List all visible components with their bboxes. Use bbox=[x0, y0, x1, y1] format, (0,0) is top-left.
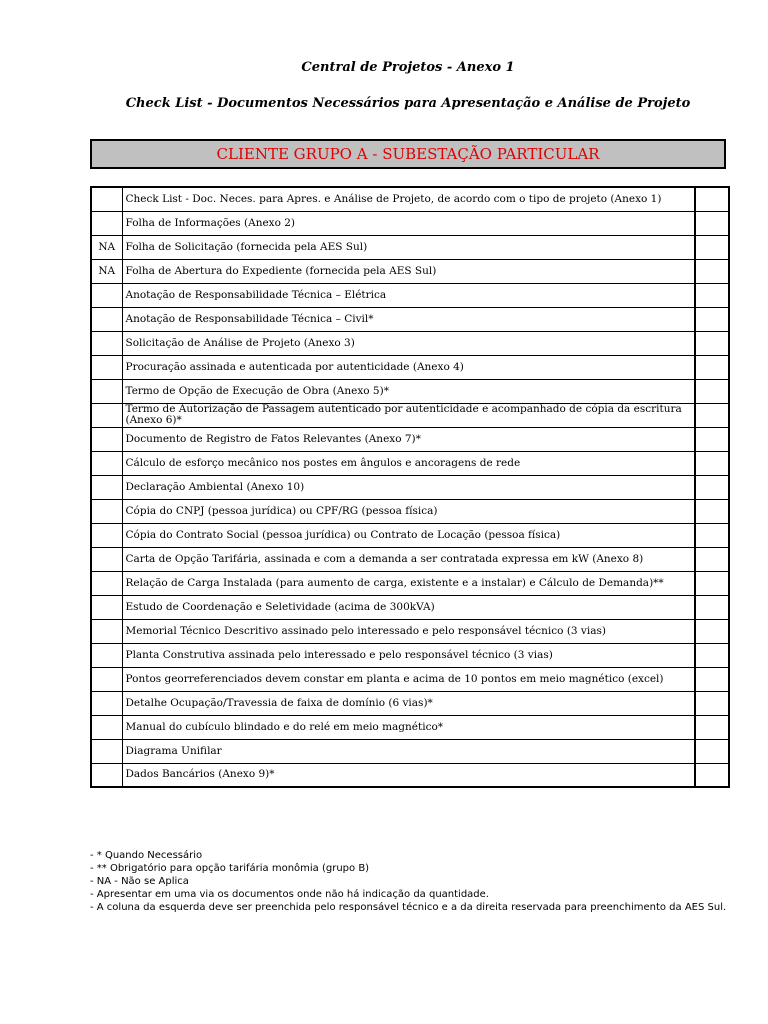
responsible-check-cell[interactable] bbox=[91, 379, 122, 403]
aes-check-cell[interactable] bbox=[695, 595, 729, 619]
responsible-check-cell[interactable] bbox=[91, 307, 122, 331]
aes-check-cell[interactable] bbox=[695, 427, 729, 451]
responsible-check-cell[interactable]: NA bbox=[91, 259, 122, 283]
checklist-row bbox=[91, 475, 729, 499]
responsible-check-cell[interactable] bbox=[91, 715, 122, 739]
checklist-row bbox=[91, 259, 729, 283]
aes-check-cell[interactable] bbox=[695, 355, 729, 379]
checklist-row bbox=[91, 235, 729, 259]
document-description: Dados Bancários (Anexo 9)* bbox=[122, 763, 695, 787]
aes-check-cell[interactable] bbox=[695, 475, 729, 499]
responsible-check-cell[interactable] bbox=[91, 451, 122, 475]
responsible-check-cell[interactable] bbox=[91, 571, 122, 595]
document-description: Folha de Informações (Anexo 2) bbox=[122, 211, 695, 235]
document-description: Detalhe Ocupação/Travessia de faixa de domínio (6 vias)* bbox=[122, 691, 695, 715]
document-description: Memorial Técnico Descritivo assinado pelo interessado e pelo responsável técnico (3 vias) bbox=[122, 619, 695, 643]
document-description: Termo de Opção de Execução de Obra (Anexo 5)* bbox=[122, 379, 695, 403]
document-description: Termo de Autorização de Passagem autenticado por autenticidade e acompanhado de cópia da escritura (Anexo 6)* bbox=[122, 403, 695, 427]
checklist-row bbox=[91, 619, 729, 643]
aes-check-cell[interactable] bbox=[695, 571, 729, 595]
document-description: Estudo de Coordenação e Seletividade (acima de 300kVA) bbox=[122, 595, 695, 619]
checklist-row bbox=[91, 595, 729, 619]
aes-check-cell[interactable] bbox=[695, 715, 729, 739]
aes-check-cell[interactable] bbox=[695, 763, 729, 787]
document-description: Folha de Solicitação (fornecida pela AES Sul) bbox=[122, 235, 695, 259]
responsible-check-cell[interactable] bbox=[91, 667, 122, 691]
responsible-check-cell[interactable] bbox=[91, 763, 122, 787]
aes-check-cell[interactable] bbox=[695, 283, 729, 307]
document-description: Folha de Abertura do Expediente (fornecida pela AES Sul) bbox=[122, 259, 695, 283]
responsible-check-cell[interactable] bbox=[91, 211, 122, 235]
responsible-check-cell[interactable] bbox=[91, 547, 122, 571]
document-description: Procuração assinada e autenticada por autenticidade (Anexo 4) bbox=[122, 355, 695, 379]
footnote-line: - ** Obrigatório para opção tarifária monômia (grupo B) bbox=[90, 863, 370, 874]
checklist-row bbox=[91, 763, 729, 787]
aes-check-cell[interactable] bbox=[695, 739, 729, 763]
checklist-row bbox=[91, 379, 729, 403]
document-description: Solicitação de Análise de Projeto (Anexo 3) bbox=[122, 331, 695, 355]
document-description: Diagrama Unifilar bbox=[122, 739, 695, 763]
checklist-row bbox=[91, 355, 729, 379]
responsible-check-cell[interactable] bbox=[91, 475, 122, 499]
responsible-check-cell[interactable] bbox=[91, 643, 122, 667]
document-description: Declaração Ambiental (Anexo 10) bbox=[122, 475, 695, 499]
footnote-line: - A coluna da esquerda deve ser preenchida pelo responsável técnico e a da direita reservada para preenchimento da AES Sul. bbox=[90, 902, 727, 913]
checklist-row bbox=[91, 451, 729, 475]
responsible-check-cell[interactable]: NA bbox=[91, 235, 122, 259]
client-group-header: CLIENTE GRUPO A - SUBESTAÇÃO PARTICULAR bbox=[90, 139, 726, 169]
responsible-check-cell[interactable] bbox=[91, 427, 122, 451]
aes-check-cell[interactable] bbox=[695, 259, 729, 283]
checklist-row bbox=[91, 307, 729, 331]
responsible-check-cell[interactable] bbox=[91, 595, 122, 619]
checklist-body bbox=[91, 187, 729, 787]
responsible-check-cell[interactable] bbox=[91, 691, 122, 715]
checklist-row bbox=[91, 691, 729, 715]
aes-check-cell[interactable] bbox=[695, 523, 729, 547]
checklist-row bbox=[91, 571, 729, 595]
aes-check-cell[interactable] bbox=[695, 619, 729, 643]
checklist-row bbox=[91, 187, 729, 211]
aes-check-cell[interactable] bbox=[695, 211, 729, 235]
aes-check-cell[interactable] bbox=[695, 403, 729, 427]
document-description: Pontos georreferenciados devem constar em planta e acima de 10 pontos em meio magnético (excel) bbox=[122, 667, 695, 691]
checklist-row bbox=[91, 403, 729, 427]
document-description: Check List - Doc. Neces. para Apres. e Análise de Projeto, de acordo com o tipo de projeto (Anexo 1) bbox=[122, 187, 695, 211]
checklist-row bbox=[91, 283, 729, 307]
responsible-check-cell[interactable] bbox=[91, 355, 122, 379]
checklist-row bbox=[91, 739, 729, 763]
document-description: Carta de Opção Tarifária, assinada e com a demanda a ser contratada expressa em kW (Anexo 8) bbox=[122, 547, 695, 571]
document-description: Manual do cubículo blindado e do relé em meio magnético* bbox=[122, 715, 695, 739]
checklist-row bbox=[91, 523, 729, 547]
aes-check-cell[interactable] bbox=[695, 643, 729, 667]
footnote-line: - NA - Não se Aplica bbox=[90, 876, 189, 887]
aes-check-cell[interactable] bbox=[695, 379, 729, 403]
responsible-check-cell[interactable] bbox=[91, 619, 122, 643]
document-description: Cálculo de esforço mecânico nos postes em ângulos e ancoragens de rede bbox=[122, 451, 695, 475]
footnote-line: - Apresentar em uma via os documentos onde não há indicação da quantidade. bbox=[90, 889, 489, 900]
aes-check-cell[interactable] bbox=[695, 307, 729, 331]
responsible-check-cell[interactable] bbox=[91, 331, 122, 355]
checklist-row bbox=[91, 331, 729, 355]
checklist-row bbox=[91, 715, 729, 739]
document-description: Anotação de Responsabilidade Técnica – Elétrica bbox=[122, 283, 695, 307]
aes-check-cell[interactable] bbox=[695, 235, 729, 259]
aes-check-cell[interactable] bbox=[695, 547, 729, 571]
responsible-check-cell[interactable] bbox=[91, 499, 122, 523]
aes-check-cell[interactable] bbox=[695, 499, 729, 523]
checklist-row bbox=[91, 427, 729, 451]
footnotes bbox=[90, 849, 750, 914]
responsible-check-cell[interactable] bbox=[91, 187, 122, 211]
footnote-line: - * Quando Necessário bbox=[90, 850, 203, 861]
responsible-check-cell[interactable] bbox=[91, 283, 122, 307]
checklist-row bbox=[91, 667, 729, 691]
responsible-check-cell[interactable] bbox=[91, 739, 122, 763]
checklist-row bbox=[91, 499, 729, 523]
aes-check-cell[interactable] bbox=[695, 451, 729, 475]
document-description: Cópia do Contrato Social (pessoa jurídica) ou Contrato de Locação (pessoa física) bbox=[122, 523, 695, 547]
document-description: Documento de Registro de Fatos Relevantes (Anexo 7)* bbox=[122, 427, 695, 451]
aes-check-cell[interactable] bbox=[695, 667, 729, 691]
aes-check-cell[interactable] bbox=[695, 187, 729, 211]
checklist-table bbox=[90, 186, 730, 788]
document-description: Relação de Carga Instalada (para aumento de carga, existente e a instalar) e Cálculo de Demanda)** bbox=[122, 571, 695, 595]
document-subtitle: Check List - Documentos Necessários para Apresentação e Análise de Projeto bbox=[125, 96, 691, 111]
responsible-check-cell[interactable] bbox=[91, 523, 122, 547]
document-description: Cópia do CNPJ (pessoa jurídica) ou CPF/RG (pessoa física) bbox=[122, 499, 695, 523]
document-title: Central de Projetos - Anexo 1 bbox=[301, 60, 515, 75]
checklist-row bbox=[91, 643, 729, 667]
checklist-row bbox=[91, 211, 729, 235]
aes-check-cell[interactable] bbox=[695, 331, 729, 355]
aes-check-cell[interactable] bbox=[695, 691, 729, 715]
checklist-row bbox=[91, 547, 729, 571]
responsible-check-cell[interactable] bbox=[91, 403, 122, 427]
document-description: Anotação de Responsabilidade Técnica – Civil* bbox=[122, 307, 695, 331]
document-description: Planta Construtiva assinada pelo interessado e pelo responsável técnico (3 vias) bbox=[122, 643, 695, 667]
